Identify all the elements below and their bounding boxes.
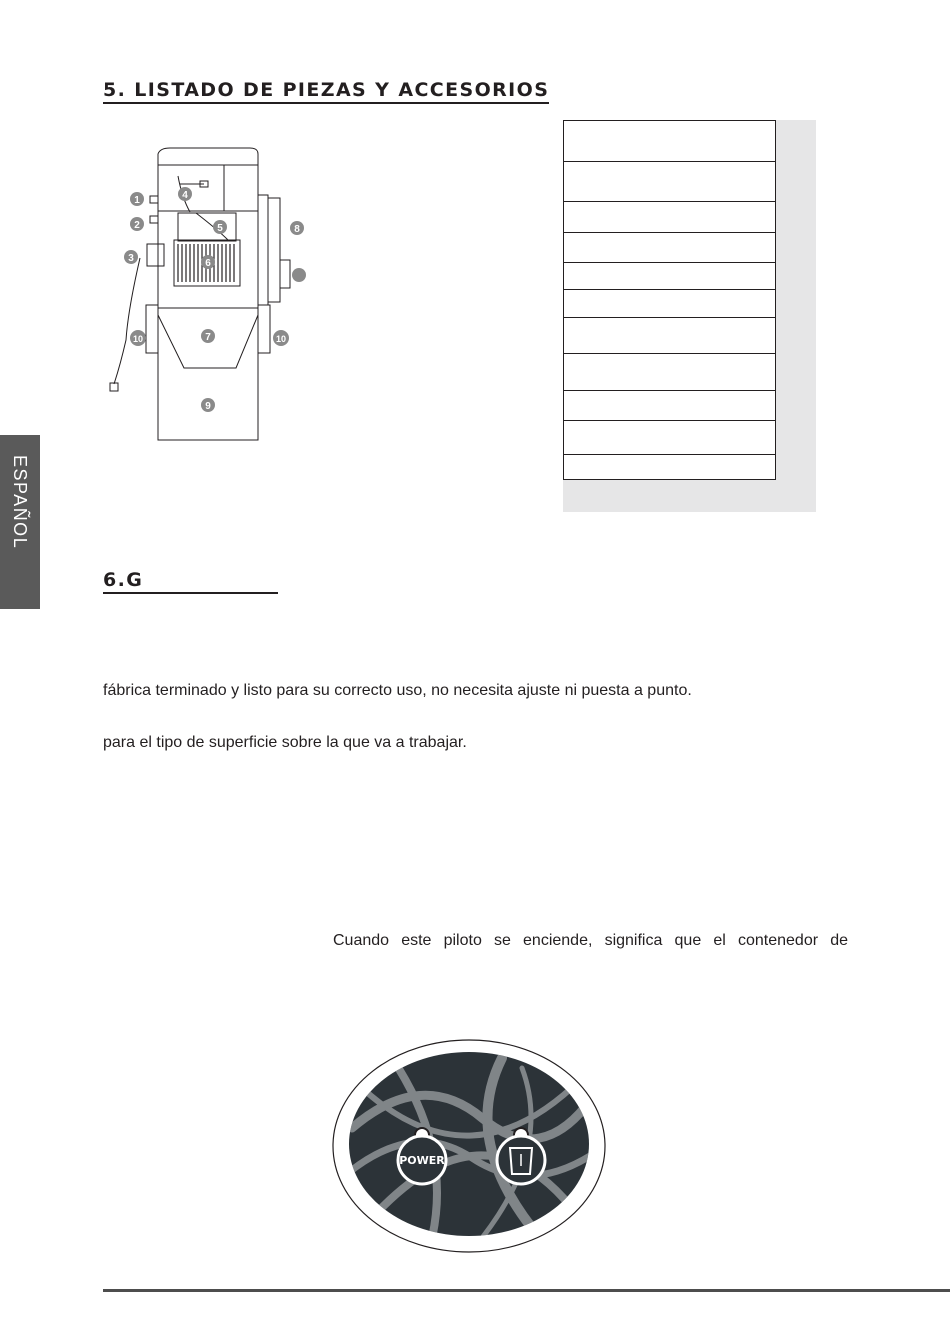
callout-9: 9	[205, 401, 211, 412]
callout-3: 3	[128, 253, 134, 264]
section-6-heading: 6.G	[103, 569, 278, 594]
section-5-heading: 5. LISTADO DE PIEZAS Y ACCESORIOS	[103, 79, 549, 104]
parts-row	[564, 290, 776, 318]
callout-6: 6	[205, 258, 211, 269]
parts-row	[564, 162, 776, 202]
callout-5: 5	[217, 223, 223, 234]
callout-4: 4	[182, 190, 188, 201]
parts-list-panel	[563, 120, 816, 512]
parts-row	[564, 121, 776, 162]
parts-row	[564, 421, 776, 455]
paragraph-surface-type: para el tipo de superficie sobre la que va a trabajar.	[103, 734, 467, 751]
paragraph-indicator-light: Cuando este piloto se enciende, significa que el contenedor de	[333, 932, 848, 949]
parts-list-table	[563, 120, 776, 480]
callout-2: 2	[134, 220, 140, 231]
parts-row	[564, 233, 776, 263]
power-button-label: POWER	[399, 1154, 445, 1167]
vacuum-parts-diagram	[100, 140, 320, 450]
parts-row	[564, 391, 776, 421]
parts-row	[564, 263, 776, 290]
language-label: ESPAÑOL	[10, 455, 30, 550]
footer-rule	[103, 1289, 950, 1292]
knob-marker	[292, 268, 306, 282]
parts-row	[564, 318, 776, 354]
paragraph-factory-ready: fábrica terminado y listo para su correcto uso, no necesita ajuste ni puesta a punto.	[103, 682, 692, 699]
parts-row	[564, 455, 776, 480]
callout-7: 7	[205, 332, 211, 343]
parts-row	[564, 354, 776, 391]
callout-1: 1	[134, 195, 140, 206]
callout-8: 8	[294, 224, 300, 235]
callout-10-right: 10	[275, 334, 287, 344]
language-side-tab	[0, 435, 40, 609]
parts-row	[564, 202, 776, 233]
control-panel-illustration	[332, 1038, 606, 1254]
callout-10-left: 10	[132, 334, 144, 344]
